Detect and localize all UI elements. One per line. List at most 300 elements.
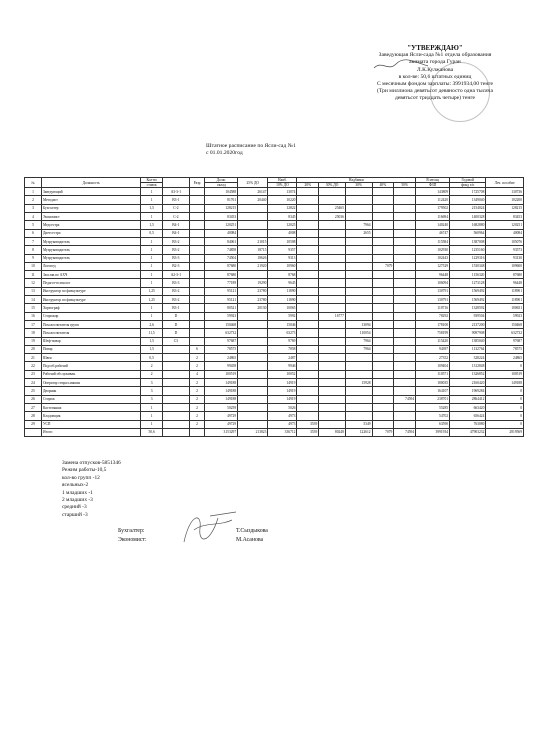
table-cell: 149188 bbox=[205, 395, 238, 403]
table-cell: 1 bbox=[141, 254, 163, 262]
table-cell: 1725708 bbox=[450, 188, 486, 196]
table-cell: Инструктор по физкультуре bbox=[41, 287, 140, 295]
table-cell bbox=[189, 296, 205, 304]
table-cell: 8768 bbox=[268, 271, 297, 279]
table-cell: 46747 bbox=[416, 229, 450, 237]
table-cell: 0 bbox=[486, 412, 524, 420]
table-cell bbox=[394, 362, 416, 370]
table-cell: 213823 bbox=[238, 428, 268, 436]
table-cell bbox=[372, 329, 394, 337]
table-cell: 6 bbox=[25, 229, 42, 237]
table-cell: Музруководитель bbox=[41, 254, 140, 262]
table-cell bbox=[319, 246, 346, 254]
table-cell: 632732 bbox=[205, 329, 238, 337]
table-cell: 1385040 bbox=[450, 337, 486, 345]
table-cell bbox=[297, 188, 319, 196]
table-cell: 80248 bbox=[319, 428, 346, 436]
table-cell: Диетсестра bbox=[41, 229, 140, 237]
total-row bbox=[25, 428, 524, 436]
table-cell: 1328592 bbox=[450, 304, 486, 312]
table-cell: 15046 bbox=[268, 320, 297, 328]
table-cell: 87680 bbox=[205, 262, 238, 270]
note-line: Замена отпусков-5851346 bbox=[62, 460, 121, 466]
table-cell: 7964 bbox=[345, 221, 372, 229]
table-cell: В3-2 bbox=[163, 237, 190, 245]
table-cell: 23780 bbox=[238, 287, 268, 295]
table-cell bbox=[319, 387, 346, 395]
accountant-name: Т.Сыздыкова bbox=[236, 528, 268, 534]
table-cell: 328224 bbox=[450, 354, 486, 362]
table-row bbox=[25, 412, 524, 420]
director-signature bbox=[372, 58, 432, 72]
table-cell: 2137200 bbox=[450, 320, 486, 328]
table-cell bbox=[319, 412, 346, 420]
table-cell bbox=[345, 354, 372, 362]
table-cell: Кастелянша bbox=[41, 403, 140, 411]
table-cell bbox=[297, 254, 319, 262]
table-cell: 96448 bbox=[486, 279, 524, 287]
table-cell bbox=[189, 262, 205, 270]
table-cell: 1569492 bbox=[450, 287, 486, 295]
table-cell: 15928 bbox=[345, 379, 372, 387]
table-cell: Заведующий bbox=[41, 188, 140, 196]
table-cell: 27 bbox=[25, 403, 42, 411]
header-units-2: ставок bbox=[141, 183, 163, 188]
table-cell bbox=[345, 237, 372, 245]
table-row bbox=[25, 345, 524, 353]
table-cell: 1 bbox=[141, 271, 163, 279]
table-cell bbox=[319, 262, 346, 270]
table-cell: 4 bbox=[189, 370, 205, 378]
table-cell: 13 bbox=[25, 287, 42, 295]
table-cell bbox=[372, 196, 394, 204]
table-cell bbox=[238, 337, 268, 345]
table-cell bbox=[163, 428, 190, 436]
table-cell: 1235160 bbox=[450, 246, 486, 254]
note-line: 2 младших -3 bbox=[62, 497, 93, 504]
table-cell: 7079 bbox=[372, 262, 394, 270]
table-cell: 11890 bbox=[268, 287, 297, 295]
table-cell bbox=[372, 304, 394, 312]
table-cell: 110054 bbox=[345, 329, 372, 337]
table-cell: 95121 bbox=[205, 287, 238, 295]
table-cell: В4-1 bbox=[163, 221, 190, 229]
table-cell: 1326852 bbox=[450, 370, 486, 378]
table-cell bbox=[319, 362, 346, 370]
approval-line: С месячным фондом зарплаты: 3991934,00 тенге bbox=[376, 81, 494, 88]
table-cell bbox=[238, 420, 268, 428]
table-cell bbox=[345, 246, 372, 254]
table-cell bbox=[345, 262, 372, 270]
table-cell: 9769 bbox=[268, 337, 297, 345]
table-cell: В3-2 bbox=[163, 296, 190, 304]
table-cell bbox=[372, 387, 394, 395]
table-cell: 5349 bbox=[345, 420, 372, 428]
table-cell: 115420 bbox=[416, 337, 450, 345]
table-cell bbox=[297, 246, 319, 254]
table-cell: 12 bbox=[25, 279, 42, 287]
table-cell: Сторож bbox=[41, 395, 140, 403]
table-cell: 24 bbox=[25, 379, 42, 387]
table-cell: 150468 bbox=[205, 320, 238, 328]
header-allowance-30do: 30% ДО bbox=[319, 183, 346, 188]
table-row bbox=[25, 354, 524, 362]
table-cell bbox=[319, 271, 346, 279]
table-cell: 15 bbox=[25, 304, 42, 312]
table-cell bbox=[297, 337, 319, 345]
table-cell bbox=[372, 345, 394, 353]
table-cell: 102930 bbox=[416, 246, 450, 254]
note-line: Режим работы-10,5 bbox=[62, 467, 107, 474]
table-cell: 59923 bbox=[205, 312, 238, 320]
table-cell bbox=[345, 395, 372, 403]
table-cell: 1387008 bbox=[450, 237, 486, 245]
table-cell: 2 bbox=[189, 379, 205, 387]
table-cell: 656424 bbox=[450, 412, 486, 420]
table-cell: 10960 bbox=[268, 262, 297, 270]
table-cell: 55285 bbox=[416, 403, 450, 411]
table-cell: 5992 bbox=[268, 312, 297, 320]
table-cell: 106094 bbox=[416, 279, 450, 287]
table-cell: С-2 bbox=[163, 204, 190, 212]
table-cell: УСП bbox=[41, 420, 140, 428]
table-cell bbox=[394, 279, 416, 287]
table-cell: 116694 bbox=[416, 213, 450, 221]
header-pct25: 25% ДО bbox=[238, 178, 268, 188]
table-cell bbox=[372, 271, 394, 279]
table-cell: 130791 bbox=[416, 287, 450, 295]
table-cell: 128215 bbox=[486, 204, 524, 212]
table-cell: 2154024 bbox=[450, 204, 486, 212]
header-allowance-30: 30% bbox=[345, 183, 372, 188]
table-cell: 2 bbox=[189, 387, 205, 395]
table-cell: 632732 bbox=[486, 329, 524, 337]
table-cell: 13074 bbox=[268, 188, 297, 196]
table-cell: 1312848 bbox=[450, 362, 486, 370]
table-cell: 143809 bbox=[416, 188, 450, 196]
table-cell bbox=[238, 312, 268, 320]
table-row bbox=[25, 320, 524, 328]
table-cell: 50,6 bbox=[141, 428, 163, 436]
table-cell bbox=[297, 362, 319, 370]
table-cell: 3 bbox=[25, 204, 42, 212]
table-cell: 94397 bbox=[416, 345, 450, 353]
table-cell: 22 bbox=[25, 362, 42, 370]
table-cell: 100519 bbox=[486, 370, 524, 378]
table-cell: 77189 bbox=[205, 279, 238, 287]
table-cell: 128215 bbox=[205, 204, 238, 212]
table-cell: 2 bbox=[25, 196, 42, 204]
table-cell bbox=[394, 246, 416, 254]
table-cell bbox=[319, 229, 346, 237]
table-cell bbox=[372, 237, 394, 245]
table-cell: Дворник bbox=[41, 387, 140, 395]
table-cell bbox=[319, 345, 346, 353]
table-cell: 19 bbox=[25, 337, 42, 345]
table-cell: Подсоб.рабочий bbox=[41, 362, 140, 370]
table-cell bbox=[297, 345, 319, 353]
table-row bbox=[25, 395, 524, 403]
table-cell: 59923 bbox=[486, 312, 524, 320]
table-row bbox=[25, 221, 524, 229]
table-cell bbox=[372, 379, 394, 387]
table-cell bbox=[394, 287, 416, 295]
table-cell bbox=[238, 229, 268, 237]
table-cell: 16 bbox=[25, 312, 42, 320]
table-cell bbox=[319, 304, 346, 312]
table-cell bbox=[297, 379, 319, 387]
table-cell: 1 bbox=[141, 188, 163, 196]
table-cell bbox=[297, 213, 319, 221]
table-cell bbox=[238, 379, 268, 387]
table-cell bbox=[372, 279, 394, 287]
table-cell: D bbox=[163, 320, 190, 328]
table-cell: 3539 bbox=[297, 428, 319, 436]
table-cell: В3-1 bbox=[163, 196, 190, 204]
table-cell: 118901 bbox=[486, 296, 524, 304]
table-cell: 939504 bbox=[450, 312, 486, 320]
table-cell bbox=[372, 188, 394, 196]
table-cell: 95121 bbox=[205, 296, 238, 304]
table-cell: Итого: bbox=[41, 428, 140, 436]
table-cell bbox=[189, 237, 205, 245]
table-cell bbox=[319, 320, 346, 328]
table-cell: 14919 bbox=[268, 387, 297, 395]
table-cell: 2,6 bbox=[141, 320, 163, 328]
table-cell bbox=[394, 379, 416, 387]
table-cell bbox=[238, 412, 268, 420]
table-cell: 20440 bbox=[238, 196, 268, 204]
table-cell: 1400328 bbox=[450, 213, 486, 221]
table-cell bbox=[345, 279, 372, 287]
table-cell bbox=[238, 221, 268, 229]
table-cell: 10065 bbox=[268, 304, 297, 312]
table-cell: 4973 bbox=[268, 420, 297, 428]
table-cell: 120251 bbox=[205, 221, 238, 229]
table-cell bbox=[394, 229, 416, 237]
table-cell bbox=[163, 362, 190, 370]
table-cell: Сторожпр bbox=[41, 312, 140, 320]
table-cell bbox=[372, 320, 394, 328]
table-cell: 110716 bbox=[416, 304, 450, 312]
table-cell bbox=[319, 254, 346, 262]
table-cell: 93130 bbox=[486, 254, 524, 262]
table-cell: 0 bbox=[486, 403, 524, 411]
table-cell: 40084 bbox=[205, 229, 238, 237]
table-cell bbox=[345, 271, 372, 279]
table-cell bbox=[297, 204, 319, 212]
table-cell bbox=[189, 204, 205, 212]
table-cell bbox=[372, 354, 394, 362]
table-cell: Пом.воспитателя bbox=[41, 329, 140, 337]
table-cell bbox=[372, 246, 394, 254]
table-cell bbox=[345, 362, 372, 370]
table-cell: А3-3-1 bbox=[163, 188, 190, 196]
table-cell: 4 bbox=[25, 213, 42, 221]
table-cell: 83453 bbox=[205, 213, 238, 221]
header-benefit: Леч. пособие bbox=[486, 178, 524, 188]
table-cell bbox=[238, 345, 268, 353]
table-cell: 20130 bbox=[238, 304, 268, 312]
table-cell bbox=[189, 279, 205, 287]
table-cell: 1 bbox=[141, 304, 163, 312]
table-row bbox=[25, 296, 524, 304]
table-cell bbox=[372, 420, 394, 428]
table-cell: 18626 bbox=[238, 254, 268, 262]
table-cell: 118901 bbox=[486, 287, 524, 295]
table-cell: Оператор стирал.машин bbox=[41, 379, 140, 387]
table-cell: 109600 bbox=[486, 262, 524, 270]
table-cell: 10052 bbox=[268, 370, 297, 378]
table-cell bbox=[163, 345, 190, 353]
table-cell: 5026 bbox=[268, 403, 297, 411]
table-cell: 112420 bbox=[416, 196, 450, 204]
table-cell: 2160420 bbox=[450, 379, 486, 387]
table-cell: Педагог-психолог bbox=[41, 279, 140, 287]
table-cell bbox=[345, 296, 372, 304]
table-cell: В2-3 bbox=[163, 262, 190, 270]
table-cell: 4008 bbox=[268, 229, 297, 237]
header-naib-2: 10% ДО bbox=[268, 183, 297, 188]
table-cell bbox=[394, 370, 416, 378]
table-cell: В3-3 bbox=[163, 254, 190, 262]
note-line: ясельных-2 bbox=[62, 482, 89, 489]
table-cell bbox=[297, 370, 319, 378]
table-cell: D bbox=[163, 329, 190, 337]
table-cell: 19290 bbox=[238, 279, 268, 287]
approval-line: в кол-ве: 50,6 штатных единиц bbox=[398, 73, 472, 80]
header-month-2: ФЗП bbox=[416, 183, 450, 188]
table-cell: 25 bbox=[25, 387, 42, 395]
table-cell: 663420 bbox=[450, 403, 486, 411]
table-cell bbox=[319, 329, 346, 337]
table-cell: 26 bbox=[25, 395, 42, 403]
table-cell: 49729 bbox=[205, 412, 238, 420]
table-cell bbox=[319, 237, 346, 245]
table-cell: Музруководитель bbox=[41, 246, 140, 254]
table-cell bbox=[189, 287, 205, 295]
table-cell: 1 bbox=[141, 403, 163, 411]
table-cell bbox=[189, 271, 205, 279]
table-cell bbox=[189, 213, 205, 221]
notes-block bbox=[62, 460, 121, 519]
table-cell: 13094 bbox=[345, 320, 372, 328]
table-cell: 96448 bbox=[416, 271, 450, 279]
table-cell: 18715 bbox=[238, 246, 268, 254]
table-cell bbox=[345, 188, 372, 196]
signature-block bbox=[118, 527, 268, 545]
table-cell: 97687 bbox=[205, 337, 238, 345]
table-cell bbox=[345, 304, 372, 312]
table-cell: 9097908 bbox=[450, 329, 486, 337]
table-cell bbox=[297, 304, 319, 312]
table-cell: 28 bbox=[25, 412, 42, 420]
table-cell bbox=[394, 204, 416, 212]
table-cell bbox=[372, 370, 394, 378]
table-cell: 10 bbox=[25, 262, 42, 270]
table-cell: 49729 bbox=[205, 420, 238, 428]
table-cell: 9313 bbox=[268, 254, 297, 262]
table-cell: 7 bbox=[25, 237, 42, 245]
table-row bbox=[25, 329, 524, 337]
table-cell: 9946 bbox=[268, 362, 297, 370]
table-cell: 27352 bbox=[416, 354, 450, 362]
table-cell: 9 bbox=[25, 254, 42, 262]
table-cell: 21920 bbox=[238, 262, 268, 270]
table-cell bbox=[297, 395, 319, 403]
table-cell: 29 bbox=[25, 420, 42, 428]
table-cell bbox=[189, 304, 205, 312]
table-cell bbox=[319, 395, 346, 403]
table-cell: 2 bbox=[189, 420, 205, 428]
table-cell: 3 bbox=[141, 379, 163, 387]
table-cell: В3-3 bbox=[163, 279, 190, 287]
table-cell bbox=[345, 370, 372, 378]
table-row bbox=[25, 262, 524, 270]
table-cell: 1,25 bbox=[141, 287, 163, 295]
table-cell bbox=[345, 254, 372, 262]
table-row bbox=[25, 362, 524, 370]
table-cell: 140240 bbox=[416, 221, 450, 229]
table-cell: 9645 bbox=[268, 279, 297, 287]
table-cell bbox=[319, 287, 346, 295]
accountant-role: Бухгалтер: bbox=[118, 528, 145, 534]
table-cell: 3539 bbox=[297, 420, 319, 428]
header-spacer bbox=[163, 178, 190, 188]
table-cell: Пом.воспитателя групп bbox=[41, 320, 140, 328]
table-cell: 2487 bbox=[268, 354, 297, 362]
table-cell: 74594 bbox=[394, 395, 416, 403]
table-cell bbox=[238, 213, 268, 221]
table-cell: 149188 bbox=[205, 379, 238, 387]
note-line: средний -3 bbox=[62, 504, 87, 511]
table-cell: 1273128 bbox=[450, 279, 486, 287]
table-cell: Хореограф bbox=[41, 304, 140, 312]
table-cell: 63273 bbox=[268, 329, 297, 337]
table-cell bbox=[319, 354, 346, 362]
table-cell bbox=[238, 320, 268, 328]
table-cell: 1132764 bbox=[450, 345, 486, 353]
table-cell bbox=[297, 196, 319, 204]
table-cell bbox=[372, 254, 394, 262]
table-cell bbox=[394, 312, 416, 320]
header-num: № bbox=[25, 178, 42, 188]
approval-title: "УТВЕРЖДАЮ" bbox=[407, 44, 463, 52]
table-cell: 3153297 bbox=[205, 428, 238, 436]
header-position: Должность bbox=[41, 178, 140, 188]
table-cell: 74504 bbox=[205, 254, 238, 262]
header-units: Кол-во bbox=[141, 178, 163, 183]
note-line: 1 младших -1 bbox=[62, 489, 93, 496]
table-cell: Шеф-повар bbox=[41, 337, 140, 345]
table-cell bbox=[297, 262, 319, 270]
table-cell: 7964 bbox=[345, 337, 372, 345]
table-cell: 1 bbox=[141, 312, 163, 320]
table-cell: 120251 bbox=[486, 221, 524, 229]
table-cell: 1569492 bbox=[450, 296, 486, 304]
table-cell: 12822 bbox=[268, 204, 297, 212]
table-row bbox=[25, 379, 524, 387]
table-cell bbox=[163, 354, 190, 362]
table-cell bbox=[372, 337, 394, 345]
table-cell: 0 bbox=[486, 387, 524, 395]
table-cell: Методист bbox=[41, 196, 140, 204]
table-cell: 4973 bbox=[268, 412, 297, 420]
table-cell: 2 bbox=[189, 412, 205, 420]
table-cell bbox=[189, 196, 205, 204]
table-cell bbox=[238, 370, 268, 378]
table-cell bbox=[297, 354, 319, 362]
